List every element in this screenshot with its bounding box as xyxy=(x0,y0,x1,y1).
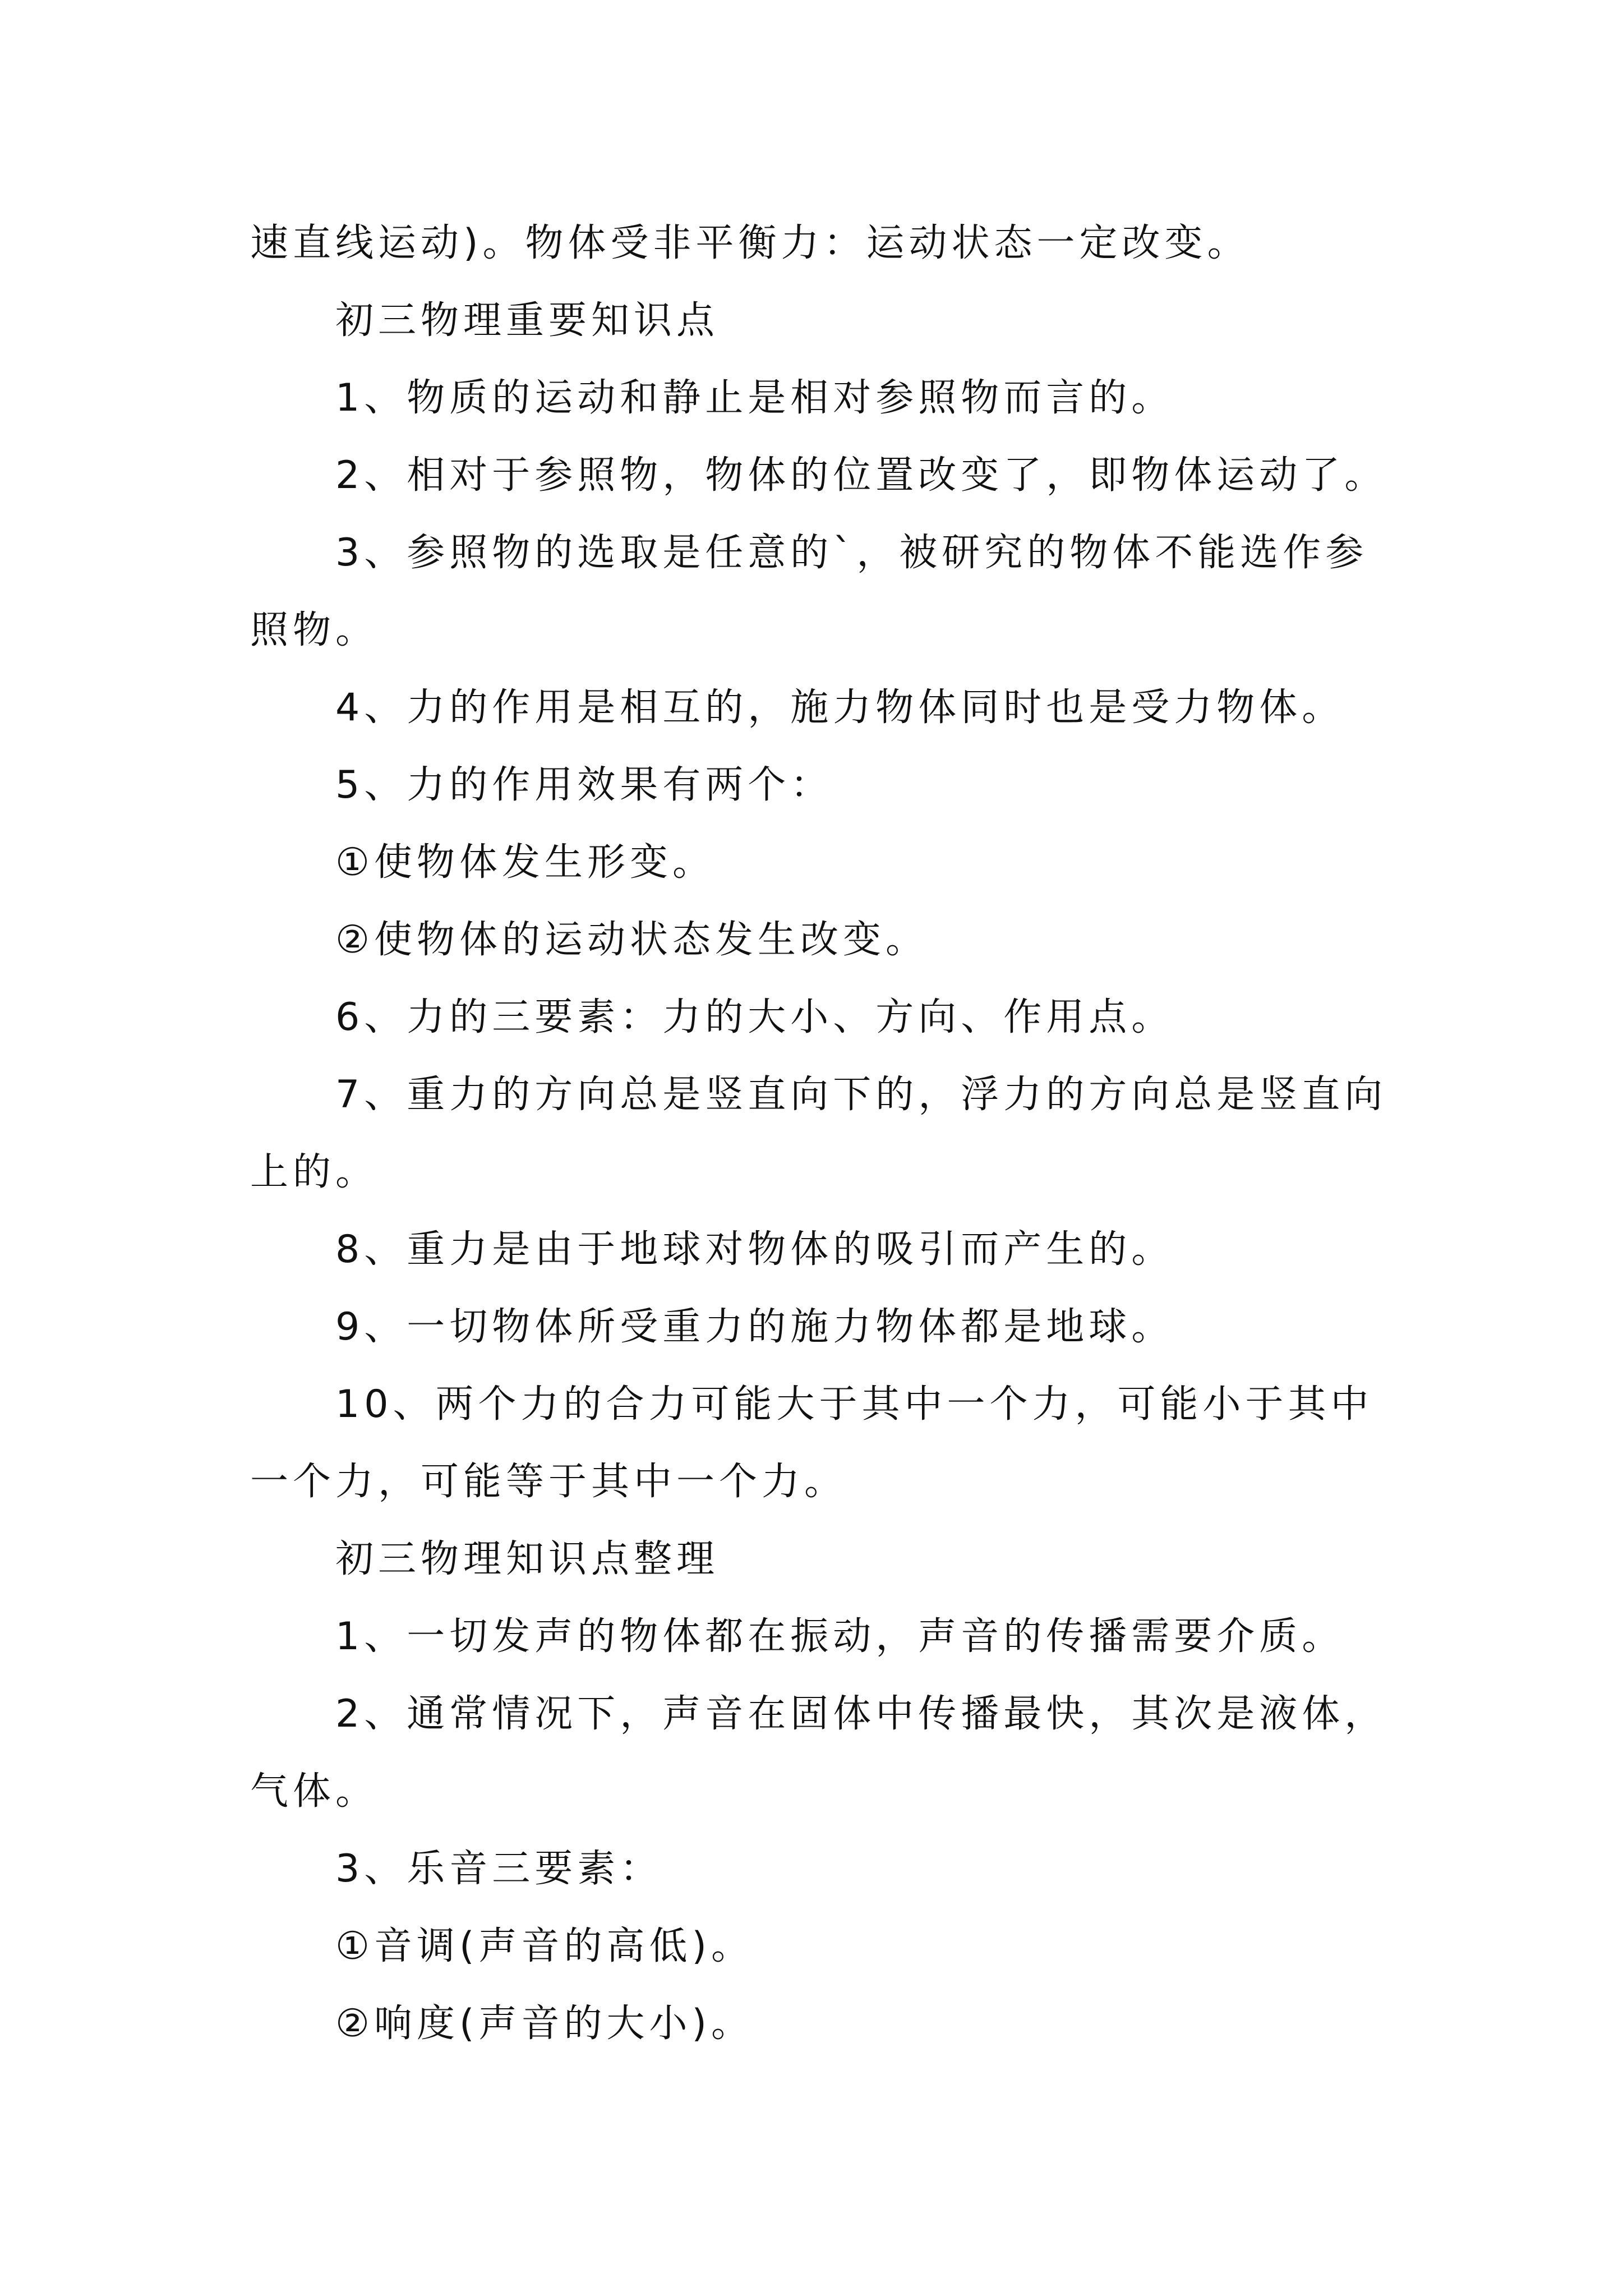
list-item-9: 9、一切物体所受重力的施力物体都是地球。 xyxy=(335,1305,1174,1349)
sound-item-3: 3、乐音三要素： xyxy=(335,1847,663,1891)
section-heading-important-points: 初三物理重要知识点 xyxy=(335,298,720,343)
list-item-1: 1、物质的运动和静止是相对参照物而言的。 xyxy=(335,376,1174,420)
list-item-4: 4、力的作用是相互的，施力物体同时也是受力物体。 xyxy=(335,685,1345,730)
section-heading-knowledge-summary: 初三物理知识点整理 xyxy=(335,1537,720,1581)
paragraph-continuation: 速直线运动)。物体受非平衡力：运动状态一定改变。 xyxy=(250,221,1250,265)
list-item-5: 5、力的作用效果有两个： xyxy=(335,763,833,807)
sound-sub-item-1: ①音调(声音的高低)。 xyxy=(335,1924,754,1968)
sound-sub-item-2: ②响度(声音的大小)。 xyxy=(335,2001,754,2046)
sub-item-5-1: ①使物体发生形变。 xyxy=(335,840,715,885)
list-item-2: 2、相对于参照物，物体的位置改变了，即物体运动了。 xyxy=(335,453,1387,498)
list-item-10: 10、两个力的合力可能大于其中一个力，可能小于其中一个力，可能等于其中一个力。 xyxy=(250,1382,1373,1504)
sound-item-2: 2、通常情况下，声音在固体中传播最快，其次是液体，气体。 xyxy=(250,1692,1387,1814)
document-page xyxy=(250,205,1394,2063)
list-item-8: 8、重力是由于地球对物体的吸引而产生的。 xyxy=(335,1227,1174,1272)
sound-item-1: 1、一切发声的物体都在振动，声音的传播需要介质。 xyxy=(335,1614,1345,1659)
list-item-7: 7、重力的方向总是竖直向下的，浮力的方向总是竖直向上的。 xyxy=(250,1073,1387,1194)
list-item-3: 3、参照物的选取是任意的`，被研究的物体不能选作参照物。 xyxy=(250,531,1368,652)
sub-item-5-2: ②使物体的运动状态发生改变。 xyxy=(335,918,928,962)
list-item-6: 6、力的三要素：力的大小、方向、作用点。 xyxy=(335,995,1174,1039)
